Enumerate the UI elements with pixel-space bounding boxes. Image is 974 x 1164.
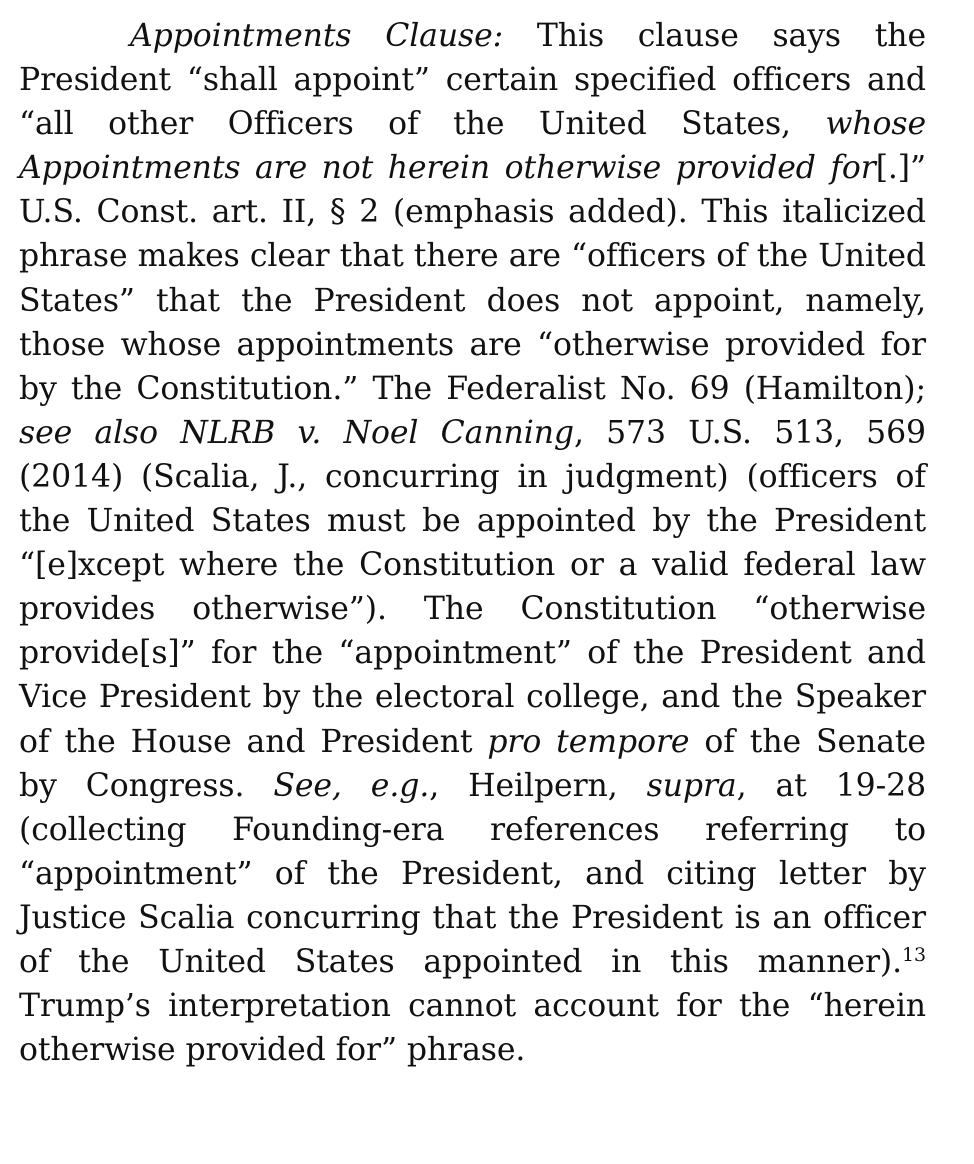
- emphasis-phrase: whose Appointments are not herein otherwise provided for: [19, 106, 926, 187]
- body-paragraph: [19, 14, 926, 1072]
- text-segment: This clause says the President “shall appoint” certain specified officers and “all other Officers of the United States,: [19, 18, 926, 143]
- signal-see-eg: See, e.g.: [273, 767, 430, 804]
- text-segment: , Heilpern,: [429, 767, 647, 804]
- heading-appointments-clause: Appointments Clause:: [130, 18, 504, 54]
- text-segment: , at 19-28 (collecting Founding-era references referring to “appointment” of the President, and citing letter by Justice Scalia concurring that the President is an officer of the United States appointed in this manner).: [19, 767, 927, 980]
- footnote-marker[interactable]: 13: [902, 943, 926, 966]
- signal-supra: supra: [646, 767, 737, 804]
- case-citation: see also NLRB v. Noel Canning: [19, 414, 574, 451]
- text-segment: , 573 U.S. 513, 569 (2014) (Scalia, J., concurring in judgment) (officers of the United States must be appointed by the President “[e]xcept where the Constitution or a valid federal law provides otherwise”). The Constitution “otherwise provide[s]” for the “appointment” of the President and Vice President by the electoral college, and the Speaker of the House and President: [19, 414, 927, 760]
- latin-term: pro tempore: [487, 723, 690, 760]
- text-segment: [.]” U.S. Const. art. II, § 2 (emphasis added). This italicized phrase makes clear that there are “officers of the United States” that the President does not appoint, namely, those whose appointments are “otherwise provided for by the Constitution.” The Federalist No. 69 (Hamilton);: [19, 150, 926, 407]
- text-segment: of the Senate by Congress.: [19, 723, 926, 804]
- text-segment: Trump’s interpretation cannot account for the “herein otherwise provided for” phrase.: [19, 988, 926, 1069]
